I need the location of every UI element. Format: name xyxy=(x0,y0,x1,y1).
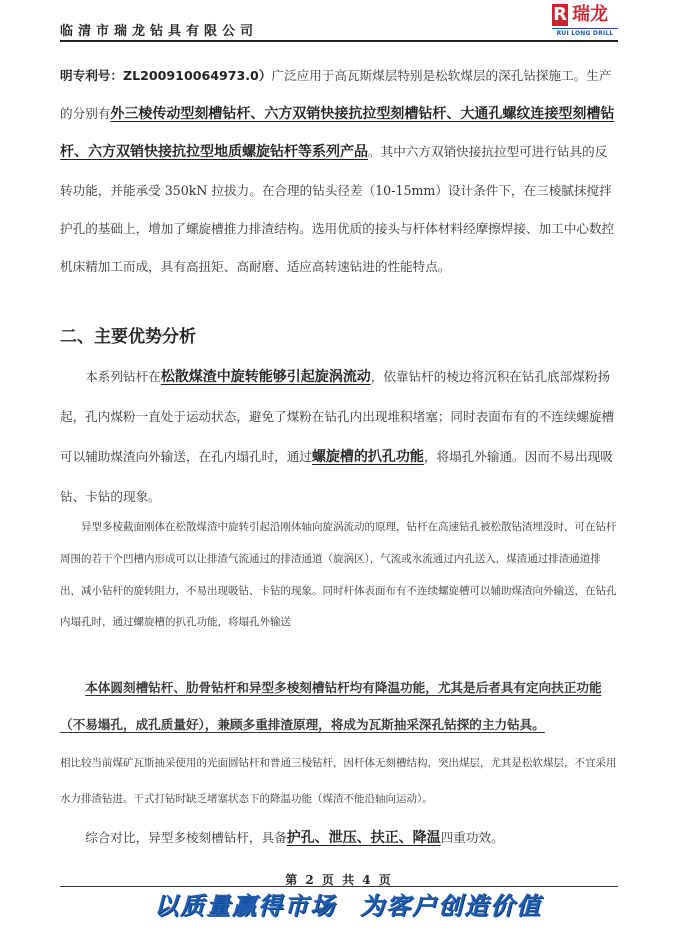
logo-mark: R xyxy=(553,4,567,25)
paragraph-cooling-function: 本体圆刻槽钻杆、肋骨钻杆和异型多棱刻槽钻杆均有降温功能，尤其是后者具有定向扶正功能（不易塌孔，成孔质量好），兼顾多重排渣原理，将成为瓦斯抽采深孔钻探的主力钻具。 xyxy=(60,680,602,732)
logo-english-name: RUI LONG DRILL xyxy=(552,28,618,37)
patent-number: 明专利号：ZL200910064973.0） xyxy=(60,68,272,83)
paragraph-comparison: 相比较当前煤矿瓦斯抽采使用的光面圆钻杆和普通三棱钻杆，因杆体无刻槽结构，突出煤层，尤其是松软煤层，不宜采用水力排渣钻进。干式打钻时缺乏堵塞状态下的降温功能（煤渣不能沿轴向运动）。 xyxy=(60,757,617,805)
page-number: 第 2 页 共 4 页 xyxy=(285,873,393,887)
highlight-four-effects: 护孔、泄压、扶正、降温 xyxy=(286,830,441,846)
logo-chinese-name: 瑞龙 xyxy=(572,4,608,25)
header-rule xyxy=(60,40,618,42)
footer-rule xyxy=(60,886,618,887)
paragraph-summary: 综合对比，异型多棱刻槽钻杆，具备护孔、泄压、扶正、降温四重功效。 xyxy=(85,830,504,846)
company-logo xyxy=(552,4,618,38)
paragraph-principle: 异型多棱截面刚体在松散煤渣中旋转引起沿刚体轴向旋涡流动的原理，钻杆在高速钻孔被松散钻渣埋没时，可在钻杆周围的若干个凹槽内形成可以让排渣气流通过的排渣通道（旋涡区），气流或水流通过内孔送入，煤渣通过排渣通道排出，减小钻杆的旋转阻力，不易出现吸钻、卡钻的现象。同时杆体表面布有不连续螺旋槽可以辅助煤渣向外输送，在钻孔内塌孔时，通过螺旋槽的扒孔功能，将塌孔外输送 xyxy=(60,521,617,629)
paragraph-product-intro: 明专利号：ZL200910064973.0）广泛应用于高瓦斯煤层特别是松软煤层的深孔钻探施工。生产的分别有外三棱传动型刻槽钻杆、六方双销快接抗拉型刻槽钻杆、大通孔螺纹连接型刻槽钻杆、六方双销快接抗拉型地质螺旋钻杆等系列产品。其中六方双销快接抗拉型可进行钻具的反转功能，并能承受 350kN 拉拔力。在合理的钻头径差（10-15mm）设计条件下，在三棱腻抹搅拌护孔的基础上，增加了螺旋槽推力排渣结构。选用优质的接头与杆体材料经摩擦焊接、加工中心数控机床精加工而成，具有高扭矩、高耐磨、适应高转速钻进的性能特点。 xyxy=(60,68,615,275)
highlight-vortex-flow: 松散煤渣中旋转能够引起旋涡流动 xyxy=(160,369,371,385)
paragraph-advantages: 本系列钻杆在松散煤渣中旋转能够引起旋涡流动，依靠钻杆的棱边将沉积在钻孔底部煤粉扬起，孔内煤粉一直处于运动状态，避免了煤粉在钻孔内出现堆积堵塞；同时表面布有的不连续螺旋槽可以辅助煤渣向外输送，在孔内塌孔时，通过螺旋槽的扒孔功能，将塌孔外输通。因而不易出现吸钻、卡钻的现象。 xyxy=(60,369,615,504)
company-name: 临清市瑞龙钻具有限公司 xyxy=(60,24,259,39)
footer-slogan xyxy=(154,890,556,924)
slogan-right: 为客户创造价值 xyxy=(360,892,542,920)
highlight-reaming-function: 螺旋槽的扒孔功能 xyxy=(311,448,424,465)
product-series-list: 外三棱传动型刻槽钻杆、六方双销快接抗拉型刻槽钻杆、大通孔螺纹连接型刻槽钻杆、六方双销快接抗拉型地质螺旋钻杆等系列产品 xyxy=(60,106,615,161)
slogan-left: 以质量赢得市场 xyxy=(154,892,336,920)
page-header xyxy=(60,0,618,42)
section-heading: 二、主要优势分析 xyxy=(60,327,196,347)
